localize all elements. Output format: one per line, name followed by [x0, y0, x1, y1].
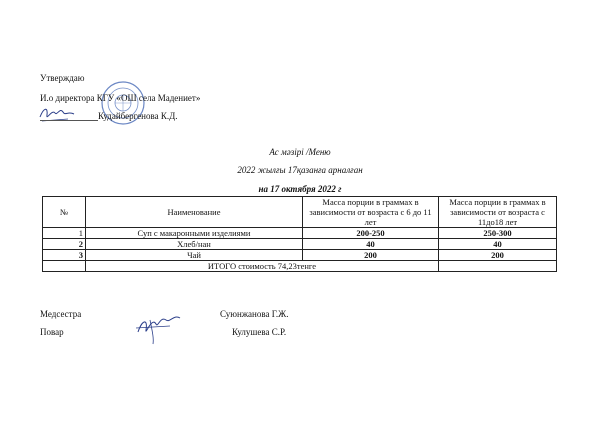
row-portion-6-11: 200 [303, 250, 439, 261]
total-row [43, 261, 557, 272]
row-portion-11-18: 250-300 [439, 228, 557, 239]
row-number: 1 [43, 228, 86, 239]
row-portion-11-18: 200 [439, 250, 557, 261]
director-signature-icon [38, 103, 78, 125]
signature-line [40, 120, 98, 121]
menu-table [42, 196, 557, 272]
table-row [43, 250, 557, 261]
total-empty-cell [439, 261, 557, 272]
cook-label: Повар [40, 327, 64, 337]
row-portion-6-11: 40 [303, 239, 439, 250]
menu-date-ru: на 17 октября 2022 г [258, 184, 342, 194]
menu-date-kz: 2022 жылғы 17қазанға арналған [237, 165, 363, 175]
header-number: № [43, 197, 86, 228]
header-portion-11-18: Масса порции в граммах в зависимости от возраста с 11до18 лет [439, 197, 557, 228]
cook-signature-icon [130, 306, 190, 346]
director-line: И.о директора КГУ «ОШ села Мадениет» [40, 93, 201, 103]
row-dish-name: Чай [86, 250, 303, 261]
nurse-name: Суюнжанова Г.Ж. [220, 309, 289, 319]
total-cost: ИТОГО стоимость 74,23тенге [86, 261, 439, 272]
menu-title: Ас мәзірі /Меню [269, 147, 331, 157]
row-portion-6-11: 200-250 [303, 228, 439, 239]
table-header-row [43, 197, 557, 228]
row-dish-name: Суп с макаронными изделиями [86, 228, 303, 239]
approval-caption: Утверждаю [40, 73, 85, 83]
row-number: 2 [43, 239, 86, 250]
table-row [43, 228, 557, 239]
table-row [43, 239, 557, 250]
row-portion-11-18: 40 [439, 239, 557, 250]
header-name: Наименование [86, 197, 303, 228]
row-dish-name: Хлеб/нан [86, 239, 303, 250]
header-portion-6-11: Масса порции в граммах в зависимости от возраста с 6 до 11 лет [303, 197, 439, 228]
signer-name: Кудайбергенова К.Д. [98, 111, 178, 121]
nurse-label: Медсестра [40, 309, 82, 319]
row-number: 3 [43, 250, 86, 261]
cook-name: Кулушева С.Р. [232, 327, 287, 337]
total-empty-cell [43, 261, 86, 272]
